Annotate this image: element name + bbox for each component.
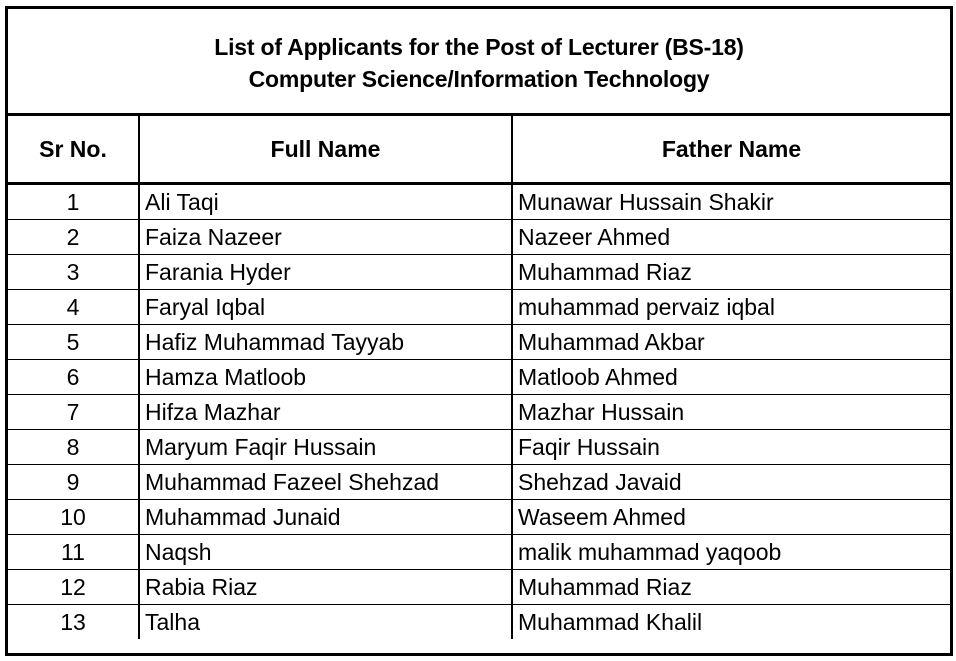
sr-cell: 13 <box>8 605 139 640</box>
full-name-cell: Maryum Faqir Hussain <box>139 430 512 465</box>
full-name-cell: Talha <box>139 605 512 640</box>
father-name-cell: Muhammad Khalil <box>518 608 703 635</box>
header-father-name: Father Name <box>512 116 950 184</box>
full-name-cell: Hamza Matloob <box>139 360 512 395</box>
full-name-cell: Faiza Nazeer <box>139 220 512 255</box>
father-name-cell: Munawar Hussain Shakir <box>512 184 950 220</box>
table-row <box>8 465 950 500</box>
header-row <box>8 116 950 184</box>
header-sr-no: Sr No. <box>8 116 139 184</box>
table-row <box>8 535 950 570</box>
full-name-cell: Naqsh <box>139 535 512 570</box>
full-name-cell: Faryal Iqbal <box>139 290 512 325</box>
title-block <box>8 9 950 116</box>
father-name-cell: Matloob Ahmed <box>512 360 950 395</box>
sr-cell: 8 <box>8 430 139 465</box>
sr-cell: 3 <box>8 255 139 290</box>
document-subtitle: Computer Science/Information Technology <box>248 66 710 92</box>
applicants-table <box>8 116 950 639</box>
table-row <box>8 605 950 640</box>
table-row <box>8 395 950 430</box>
father-name-cell: muhammad pervaiz iqbal <box>512 290 950 325</box>
sr-cell: 7 <box>8 395 139 430</box>
full-name-cell: Farania Hyder <box>139 255 512 290</box>
table-row <box>8 255 950 290</box>
father-name-cell: Muhammad Riaz <box>512 570 950 605</box>
sr-cell: 2 <box>8 220 139 255</box>
table-row <box>8 500 950 535</box>
document-title: List of Applicants for the Post of Lecturer (BS-18) <box>214 34 744 60</box>
father-name-cell: Muhammad Akbar <box>512 325 950 360</box>
sr-cell: 12 <box>8 570 139 605</box>
table-row <box>8 325 950 360</box>
full-name-cell: Hifza Mazhar <box>139 395 512 430</box>
applicants-sheet <box>5 6 953 656</box>
header-full-name: Full Name <box>139 116 512 184</box>
table-row <box>8 360 950 395</box>
father-name-cell: Nazeer Ahmed <box>512 220 950 255</box>
full-name-cell: Hafiz Muhammad Tayyab <box>139 325 512 360</box>
father-name-cell: Waseem Ahmed <box>512 500 950 535</box>
father-name-cell: Faqir Hussain <box>512 430 950 465</box>
sr-cell: 6 <box>8 360 139 395</box>
father-name-cell: malik muhammad yaqoob <box>512 535 950 570</box>
full-name-cell: Muhammad Fazeel Shehzad <box>139 465 512 500</box>
table-row <box>8 290 950 325</box>
table-row <box>8 220 950 255</box>
sr-cell: 10 <box>8 500 139 535</box>
sr-cell: 4 <box>8 290 139 325</box>
father-name-cell: Shehzad Javaid <box>512 465 950 500</box>
sr-cell: 9 <box>8 465 139 500</box>
full-name-cell: Rabia Riaz <box>139 570 512 605</box>
full-name-cell: Ali Taqi <box>139 184 512 220</box>
table-row <box>8 430 950 465</box>
father-name-cell: Muhammad Riaz <box>512 255 950 290</box>
father-name-cell: Mazhar Hussain <box>512 395 950 430</box>
table-row <box>8 184 950 220</box>
full-name-cell: Muhammad Junaid <box>139 500 512 535</box>
table-row <box>8 570 950 605</box>
sr-cell: 5 <box>8 325 139 360</box>
sr-cell: 11 <box>8 535 139 570</box>
sr-cell: 1 <box>8 184 139 220</box>
